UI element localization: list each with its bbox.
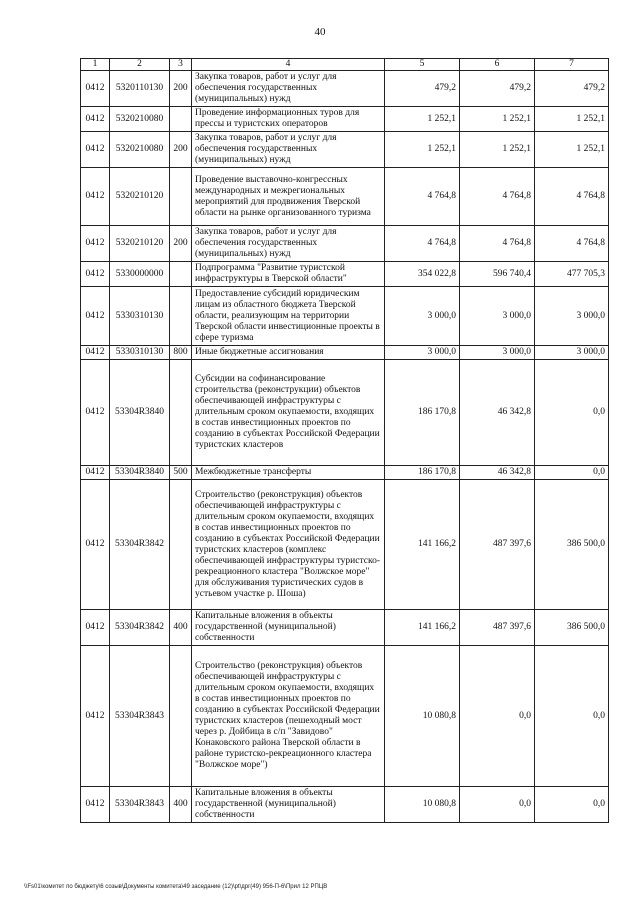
cell-v5: 4 764,8 (385, 226, 460, 262)
cell-v7: 0,0 (535, 360, 609, 466)
cell-v7: 0,0 (535, 466, 609, 480)
cell-section: 0412 (81, 480, 110, 610)
cell-v6: 487 397,6 (460, 480, 535, 610)
table-row (81, 787, 609, 823)
cell-code: 53304R3843 (110, 646, 170, 787)
cell-type: 200 (170, 132, 192, 168)
cell-section: 0412 (81, 346, 110, 360)
cell-v7: 4 764,8 (535, 168, 609, 226)
cell-section: 0412 (81, 168, 110, 226)
cell-code: 5320210120 (110, 226, 170, 262)
table-row (81, 360, 609, 466)
table-row (81, 346, 609, 360)
header-cell: 4 (192, 59, 385, 71)
cell-v6: 487 397,6 (460, 610, 535, 646)
cell-v5: 141 166,2 (385, 480, 460, 610)
table-row (81, 132, 609, 168)
table-row (81, 610, 609, 646)
header-cell: 7 (535, 59, 609, 71)
cell-v5: 3 000,0 (385, 287, 460, 346)
cell-section: 0412 (81, 610, 110, 646)
cell-type: 200 (170, 226, 192, 262)
cell-name: Предоставление субсидий юридическим лицам из областного бюджета Тверской области, реализующим на территории Тверской области инвестиционные проекты в сфере туризма (192, 287, 385, 346)
header-cell: 1 (81, 59, 110, 71)
cell-type: 500 (170, 466, 192, 480)
cell-v5: 10 080,8 (385, 646, 460, 787)
cell-code: 53304R3840 (110, 466, 170, 480)
cell-type: 400 (170, 787, 192, 823)
cell-v7: 386 500,0 (535, 480, 609, 610)
cell-name: Закупка товаров, работ и услуг для обеспечения государственных (муниципальных) нужд (192, 226, 385, 262)
table-row (81, 466, 609, 480)
cell-section: 0412 (81, 226, 110, 262)
cell-code: 5330310130 (110, 287, 170, 346)
cell-v7: 3 000,0 (535, 346, 609, 360)
cell-v5: 186 170,8 (385, 360, 460, 466)
cell-code: 53304R3843 (110, 787, 170, 823)
cell-v6: 4 764,8 (460, 226, 535, 262)
cell-name: Проведение выставочно-конгрессных международных и межрегиональных мероприятий для продвижения Тверской области на рынке организованного туризма (192, 168, 385, 226)
cell-v5: 1 252,1 (385, 107, 460, 132)
cell-v6: 3 000,0 (460, 346, 535, 360)
cell-v5: 354 022,8 (385, 262, 460, 287)
cell-name: Закупка товаров, работ и услуг для обеспечения государственных (муниципальных) нужд (192, 132, 385, 168)
cell-type: 400 (170, 610, 192, 646)
cell-section: 0412 (81, 360, 110, 466)
cell-name: Межбюджетные трансферты (192, 466, 385, 480)
cell-name: Подпрограмма "Развитие туристской инфраструктуры в Тверской области" (192, 262, 385, 287)
cell-code: 5320210120 (110, 168, 170, 226)
cell-section: 0412 (81, 71, 110, 107)
header-cell: 5 (385, 59, 460, 71)
cell-type (170, 360, 192, 466)
cell-v6: 4 764,8 (460, 168, 535, 226)
cell-type (170, 107, 192, 132)
cell-name: Капитальные вложения в объекты государственной (муниципальной) собственности (192, 610, 385, 646)
table-row (81, 107, 609, 132)
table-row (81, 287, 609, 346)
page-number: 40 (314, 26, 326, 38)
cell-v5: 141 166,2 (385, 610, 460, 646)
cell-v6: 0,0 (460, 787, 535, 823)
cell-v5: 1 252,1 (385, 132, 460, 168)
table-row (81, 646, 609, 787)
cell-name: Субсидии на софинансирование строительства (реконструкции) объектов обеспечивающей инфраструктуры с длительным сроком окупаемости, входящих в состав инвестиционных проектов по созданию в субъектах Российской Федерации туристских кластеров (192, 360, 385, 466)
cell-type (170, 168, 192, 226)
budget-table (80, 58, 609, 823)
file-path-footer: \\Fs01\комитет по бюджету\6 созыв\Документы комитета\49 заседание (12)\pt\дрг(49) 956-П-6\Прил 12 РПЦВ (24, 884, 328, 890)
cell-code: 53304R3842 (110, 610, 170, 646)
cell-code: 5330000000 (110, 262, 170, 287)
cell-name: Капитальные вложения в объекты государственной (муниципальной) собственности (192, 787, 385, 823)
cell-code: 5320210080 (110, 107, 170, 132)
cell-code: 5320110130 (110, 71, 170, 107)
cell-code: 5320210080 (110, 132, 170, 168)
cell-v6: 479,2 (460, 71, 535, 107)
cell-v7: 479,2 (535, 71, 609, 107)
cell-v7: 1 252,1 (535, 107, 609, 132)
cell-v6: 1 252,1 (460, 132, 535, 168)
cell-type (170, 480, 192, 610)
cell-v7: 0,0 (535, 646, 609, 787)
cell-section: 0412 (81, 787, 110, 823)
cell-v7: 0,0 (535, 787, 609, 823)
table-row (81, 262, 609, 287)
cell-section: 0412 (81, 262, 110, 287)
cell-type: 200 (170, 71, 192, 107)
cell-v5: 3 000,0 (385, 346, 460, 360)
cell-type (170, 287, 192, 346)
header-cell: 3 (170, 59, 192, 71)
cell-v7: 386 500,0 (535, 610, 609, 646)
cell-v6: 596 740,4 (460, 262, 535, 287)
cell-name: Проведение информационных туров для прессы и туристских операторов (192, 107, 385, 132)
cell-v7: 3 000,0 (535, 287, 609, 346)
cell-name: Строительство (реконструкция) объектов обеспечивающей инфраструктуры с длительным сроком окупаемости, входящих в состав инвестиционных проектов по созданию в субъектах Российской Федерации туристских кластеров (комплекс обеспечивающей инфраструктуры туристско-рекреационного кластера "Волжское море" для обслуживания туристических судов в устьевом участке р. Шоша) (192, 480, 385, 610)
cell-name: Строительство (реконструкция) объектов обеспечивающей инфраструктуры с длительным сроком окупаемости, входящих в состав инвестиционных проектов по созданию в субъектах Российской Федерации туристских кластеров (пешеходный мост через р. Дойбица в с/п "Завидово" Конаковского района Тверской области в районе туристско-рекреационного кластера "Волжское море") (192, 646, 385, 787)
table-row (81, 480, 609, 610)
header-cell: 2 (110, 59, 170, 71)
cell-section: 0412 (81, 132, 110, 168)
cell-v6: 0,0 (460, 646, 535, 787)
cell-v7: 477 705,3 (535, 262, 609, 287)
cell-v6: 46 342,8 (460, 360, 535, 466)
cell-type (170, 646, 192, 787)
cell-section: 0412 (81, 107, 110, 132)
cell-v7: 1 252,1 (535, 132, 609, 168)
cell-type: 800 (170, 346, 192, 360)
table-row (81, 168, 609, 226)
cell-section: 0412 (81, 287, 110, 346)
table-row (81, 226, 609, 262)
cell-v5: 10 080,8 (385, 787, 460, 823)
cell-v6: 46 342,8 (460, 466, 535, 480)
table-row (81, 71, 609, 107)
cell-code: 53304R3842 (110, 480, 170, 610)
cell-v6: 3 000,0 (460, 287, 535, 346)
cell-section: 0412 (81, 646, 110, 787)
cell-name: Иные бюджетные ассигнования (192, 346, 385, 360)
cell-code: 5330310130 (110, 346, 170, 360)
cell-v7: 4 764,8 (535, 226, 609, 262)
cell-v5: 186 170,8 (385, 466, 460, 480)
cell-v6: 1 252,1 (460, 107, 535, 132)
cell-v5: 4 764,8 (385, 168, 460, 226)
cell-code: 53304R3840 (110, 360, 170, 466)
cell-name: Закупка товаров, работ и услуг для обеспечения государственных (муниципальных) нужд (192, 71, 385, 107)
cell-type (170, 262, 192, 287)
cell-v5: 479,2 (385, 71, 460, 107)
table-header-row (81, 59, 609, 71)
header-cell: 6 (460, 59, 535, 71)
cell-section: 0412 (81, 466, 110, 480)
